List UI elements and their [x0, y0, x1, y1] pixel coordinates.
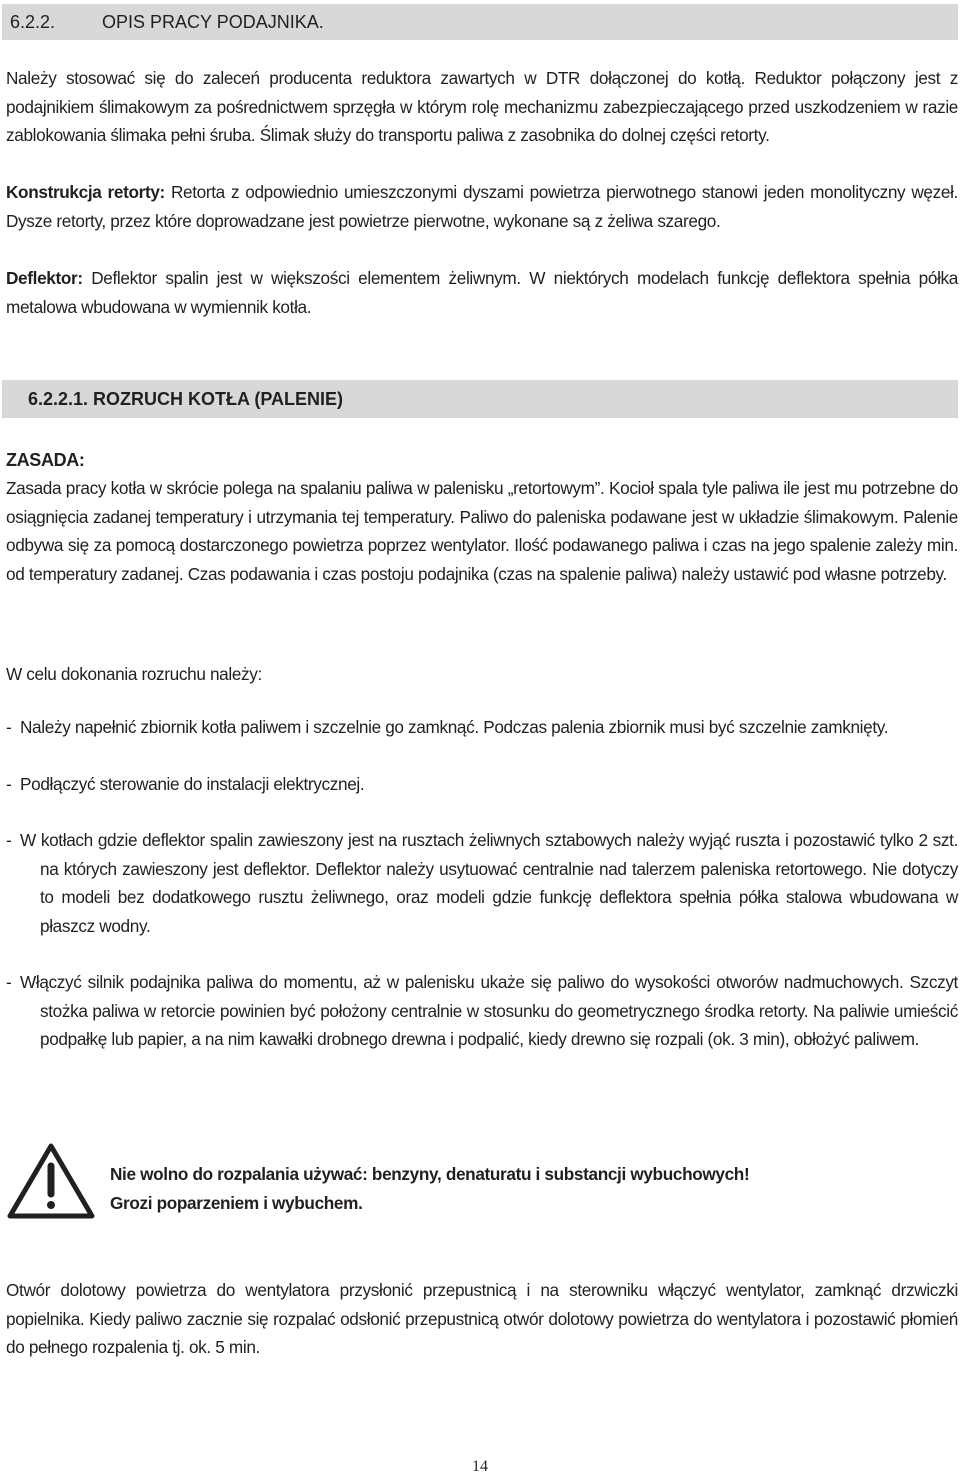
retort-paragraph	[6, 178, 958, 235]
final-paragraph: Otwór dolotowy powietrza do wentylatora przysłonić przepustnicą i na sterowniku włączyć wentylator, zamknąć drzwiczki popielnika. Kiedy paliwo zacznie się rozpalać odsłonić przepustnicą otwór dolotowy powietrza do wentylatora i pozostawić płomień do pełnego rozpalenia tj. ok. 5 min.	[6, 1280, 958, 1358]
list-marker: -	[6, 717, 12, 737]
page-number: 14	[472, 1458, 488, 1475]
retort-text: Retorta z odpowiednio umieszczonymi dyszami powietrza pierwotnego stanowi jeden monolityczny węzeł. Dysze retorty, przez które doprowadzane jest powietrze pierwotne, wykonane są z żeliwa szarego.	[6, 182, 958, 231]
warning-triangle-icon	[6, 1140, 96, 1220]
section-header-bar	[2, 4, 958, 40]
startup-intro: W celu dokonania rozruchu należy:	[6, 664, 262, 684]
principle-paragraph: Zasada pracy kotła w skrócie polega na spalaniu paliwa w palenisku „retortowym”. Kocioł spala tyle paliwa ile jest mu potrzebne do osiągnięcia zadanej temperatury i utrzymania tej temperatury. Paliwo do paleniska podawane jest w układzie ślimakowym. Palenie odbywa się za pomocą dostarczonego powietrza poprzez wentylator. Ilość podawanego paliwa i czas na jego spalenie zależy min. od temperatury zadanej. Czas podawania i czas postoju podajnika (czas na spalenie paliwa) należy ustawić pod własne potrzeby.	[6, 478, 958, 585]
retort-label: Konstrukcja retorty:	[6, 182, 165, 202]
list-item	[6, 968, 958, 1088]
list-item-text: Włączyć silnik podajnika paliwa do momentu, aż w palenisku ukaże się paliwo do wysokości otworów nadmuchowych. Szczyt stożka paliwa w retorcie powinien być położony centralnie w stosunku do geometrycznego środka retorty. Na paliwie umieścić podpałkę lub papier, a na nim kawałki drobnego drewna i podpalić, kiedy drewno się rozpali (ok. 3 min), obłożyć paliwem.	[20, 972, 958, 1050]
list-marker: -	[6, 774, 12, 794]
list-marker: -	[6, 972, 12, 992]
list-item-text: Należy napełnić zbiornik kotła paliwem i szczelnie go zamknąć. Podczas palenia zbiornik musi być szczelnie zamknięty.	[20, 717, 889, 737]
deflector-paragraph	[6, 264, 958, 321]
subsection-header-bar	[2, 380, 958, 418]
principle-heading: ZASADA:	[6, 450, 85, 470]
warning-text	[110, 1160, 950, 1217]
intro-paragraph: Należy stosować się do zaleceń producenta reduktora zawartych w DTR dołączonej do kotłą. Reduktor połączony jest z podajnikiem ślimakowym za pośrednictwem sprzęgła w którym rolę mechanizmu zabezpieczającego przed uszkodzeniem w razie zablokowania ślimaka pełni śruba. Ślimak służy do transportu paliwa z zasobnika do dolnej części retorty.	[6, 68, 958, 146]
list-item-text: Podłączyć sterowanie do instalacji elektrycznej.	[20, 774, 365, 794]
warning-line-2: Grozi poparzeniem i wybuchem.	[110, 1192, 363, 1213]
section-title: OPIS PRACY PODAJNIKA.	[102, 12, 324, 32]
list-item	[6, 826, 958, 946]
deflector-label: Deflektor:	[6, 268, 83, 288]
deflector-text: Deflektor spalin jest w większości elementem żeliwnym. W niektórych modelach funkcję deflektora spełnia półka metalowa wbudowana w wymiennik kotła.	[6, 268, 958, 317]
subsection-title: 6.2.2.1. ROZRUCH KOTŁA (PALENIE)	[28, 389, 344, 409]
section-number: 6.2.2.	[10, 12, 56, 32]
list-marker: -	[6, 830, 12, 850]
warning-line-1: Nie wolno do rozpalania używać: benzyny, denaturatu i substancji wybuchowych!	[110, 1164, 750, 1184]
list-item-text: W kotłach gdzie deflektor spalin zawieszony jest na rusztach żeliwnych sztabowych należy wyjąć ruszta i pozostawić tylko 2 szt. na których zawieszony jest deflektor. Deflektor należy usytuować centralnie nad talerzem paleniska retortowego. Nie dotyczy to modeli bez dodatkowego rusztu żeliwnego, oraz modeli gdzie funkcję deflektora spełnia półka stalowa wbudowana w płaszcz wodny.	[20, 830, 958, 937]
